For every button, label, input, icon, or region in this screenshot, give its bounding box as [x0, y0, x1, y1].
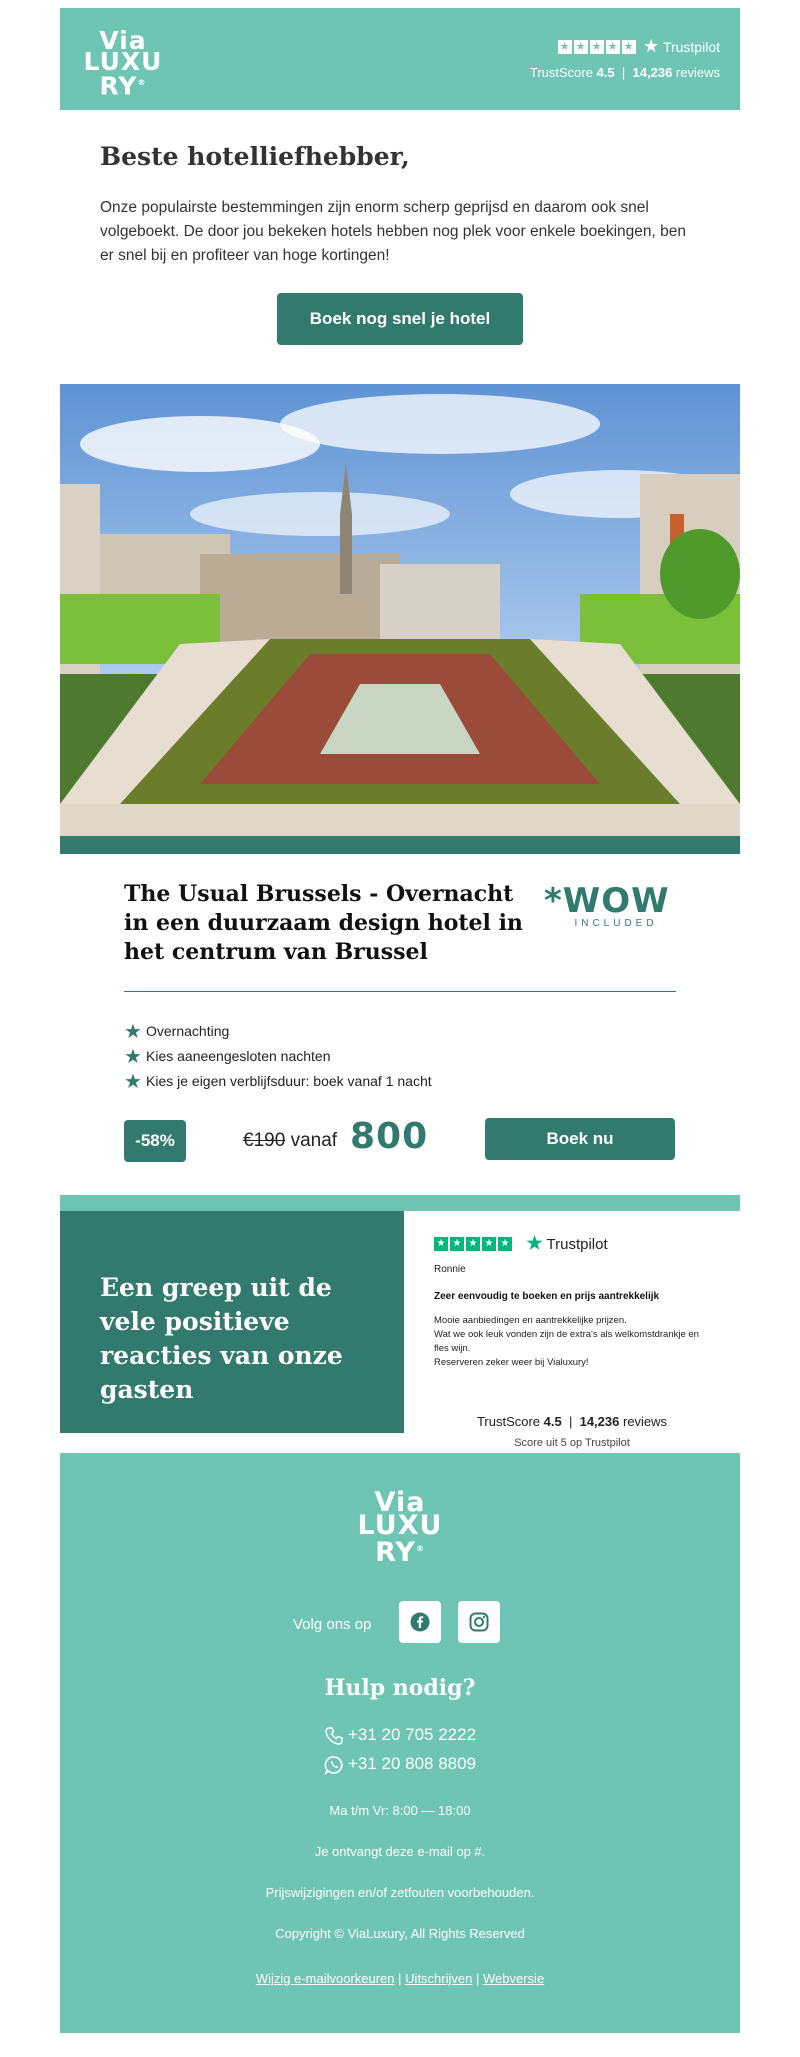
feature-item — [124, 1045, 676, 1067]
trustscore-line — [530, 65, 720, 80]
reviews-count: 14,236 — [579, 1414, 620, 1429]
facebook-button[interactable] — [399, 1601, 441, 1643]
phone-line[interactable] — [60, 1725, 740, 1746]
feature-item — [124, 1020, 676, 1042]
star-icon: ★ — [558, 40, 572, 54]
logo-line-2: LUXU — [357, 1510, 443, 1541]
greeting-heading: Beste hotelliefhebber, — [100, 142, 410, 171]
star-icon: ★ — [434, 1237, 448, 1251]
review-line: Reserveren zeker weer bij Vialuxury! — [434, 1357, 589, 1368]
brussels-garden-illustration — [60, 384, 740, 836]
star-icon: ★ — [124, 1021, 142, 1044]
review-line: Mooie aanbiedingen en aantrekkelijke prijzen. — [434, 1315, 627, 1326]
star-icon: ★ — [124, 1071, 142, 1094]
book-hotel-cta-button[interactable]: Boek nog snel je hotel — [277, 293, 523, 345]
reviews-count: 14,236 — [632, 65, 673, 80]
book-now-button[interactable]: Boek nu — [485, 1118, 675, 1160]
phone-icon — [324, 1726, 344, 1746]
discount-badge: -58% — [124, 1120, 186, 1162]
feature-item — [124, 1070, 676, 1092]
instagram-button[interactable] — [458, 1601, 500, 1643]
trustscore-summary — [404, 1414, 740, 1429]
product-divider — [124, 991, 676, 992]
trustpilot-star-icon: ★ — [643, 36, 660, 56]
reviews-accent-bar — [60, 1195, 740, 1211]
trustpilot-wordmark: Trustpilot — [662, 39, 720, 55]
phone-number[interactable]: +31 20 705 2222 — [347, 1725, 477, 1744]
opening-hours: Ma t/m Vr: 8:00 — 18:00 — [329, 1803, 471, 1818]
star-icon: ★ — [466, 1237, 480, 1251]
copyright: Copyright © ViaLuxury, All Rights Reserved — [275, 1926, 525, 1941]
from-label: vanaf — [290, 1130, 338, 1151]
star-icon: ★ — [622, 40, 636, 54]
star-icon: ★ — [606, 40, 620, 54]
logo-line-1: Via — [99, 26, 147, 55]
review-body — [434, 1314, 724, 1370]
separator: | — [568, 1414, 573, 1429]
review-stars — [434, 1237, 512, 1251]
trustpilot-wordmark: Trustpilot — [546, 1236, 608, 1253]
follow-label: Volg ons op — [293, 1616, 372, 1633]
reviews-heading: Een greep uit de vele positieve reacties van onze gasten — [100, 1273, 343, 1404]
trustscore-value: 4.5 — [596, 65, 615, 80]
new-price: 800 — [350, 1116, 429, 1157]
star-icon: ★ — [482, 1237, 496, 1251]
logo-line-1: Via — [374, 1487, 426, 1518]
review-title: Zeer eenvoudig te boeken en prijs aantrekkelijk — [434, 1291, 660, 1302]
star-icon: ★ — [590, 40, 604, 54]
trustpilot-header-badge[interactable] — [530, 36, 720, 80]
reviews-heading-panel — [60, 1211, 404, 1433]
review-card-header — [434, 1233, 724, 1254]
link-separator: | — [398, 1971, 402, 1986]
trustpilot-stars — [558, 40, 636, 54]
feature-label: Overnachting — [146, 1023, 230, 1039]
wow-badge-text: *WOW — [544, 881, 670, 921]
review-card[interactable] — [404, 1211, 724, 1391]
feature-label: Kies je eigen verblijfsduur: boek vanaf 1 nacht — [146, 1073, 432, 1089]
logo-line-2: LUXU — [83, 47, 163, 76]
review-line: Wat we ook leuk vonden zijn de extra's als welkomstdrankje en fles wijn. — [434, 1329, 699, 1354]
trustscore-label: TrustScore — [476, 1414, 541, 1429]
email-footer — [60, 1453, 740, 2033]
unsubscribe-link[interactable]: Uitschrijven — [405, 1971, 473, 1986]
hero-accent-bar — [60, 836, 740, 854]
email-header — [60, 8, 740, 110]
trustscore-subtext: Score uit 5 op Trustpilot — [514, 1437, 630, 1449]
trustpilot-star-icon: ★ — [526, 1233, 543, 1253]
old-price: €190 — [243, 1130, 286, 1151]
feature-label: Kies aaneengesloten nachten — [146, 1048, 331, 1064]
wow-included-badge — [544, 881, 676, 929]
whatsapp-icon — [324, 1755, 344, 1775]
trustpilot-logo — [643, 36, 720, 57]
logo-line-3: RY® — [375, 1537, 425, 1568]
star-icon: ★ — [124, 1046, 142, 1069]
reviews-label: reviews — [675, 65, 720, 80]
star-icon: ★ — [498, 1237, 512, 1251]
hero-image-brussels[interactable] — [60, 384, 740, 836]
facebook-icon — [410, 1612, 430, 1632]
trustscore-value: 4.5 — [543, 1414, 562, 1429]
help-heading: Hulp nodig? — [324, 1675, 476, 1701]
email-preferences-link[interactable]: Wijzig e-mailvoorkeuren — [255, 1971, 395, 1986]
trustscore-label: TrustScore — [529, 65, 593, 80]
reviewer-name: Ronnie — [434, 1264, 466, 1275]
footer-links — [60, 1971, 740, 1986]
star-icon: ★ — [574, 40, 588, 54]
email-note: Je ontvangt deze e-mail op #. — [314, 1844, 486, 1859]
reviews-label: reviews — [622, 1414, 668, 1429]
star-icon: ★ — [450, 1237, 464, 1251]
footer-vialuxury-logo[interactable] — [355, 1487, 445, 1568]
wow-badge-subtext: INCLUDED — [574, 918, 658, 929]
disclaimer: Prijswijzigingen en/of zetfouten voorbehouden. — [265, 1885, 535, 1900]
trustpilot-logo — [526, 1233, 607, 1254]
link-separator: | — [475, 1971, 480, 1986]
vialuxury-logo[interactable] — [80, 26, 166, 101]
whatsapp-number[interactable]: +31 20 808 8809 — [347, 1754, 477, 1773]
instagram-icon — [469, 1612, 489, 1632]
intro-text: Onze populairste bestemmingen zijn enorm scherp geprijsd en daarom ook snel volgeboekt. De door jou bekeken hotels hebben nog plek voor enkele boekingen, ben er snel bij en profiteer van hoge kortingen! — [100, 199, 686, 264]
logo-line-3: RY® — [99, 71, 147, 101]
whatsapp-line[interactable] — [60, 1754, 740, 1775]
price-line — [243, 1130, 337, 1152]
web-version-link[interactable]: Webversie — [483, 1971, 545, 1986]
product-title[interactable]: The Usual Brussels - Overnacht in een duurzaam design hotel in het centrum van Brussel — [124, 881, 523, 965]
separator: | — [621, 65, 626, 80]
